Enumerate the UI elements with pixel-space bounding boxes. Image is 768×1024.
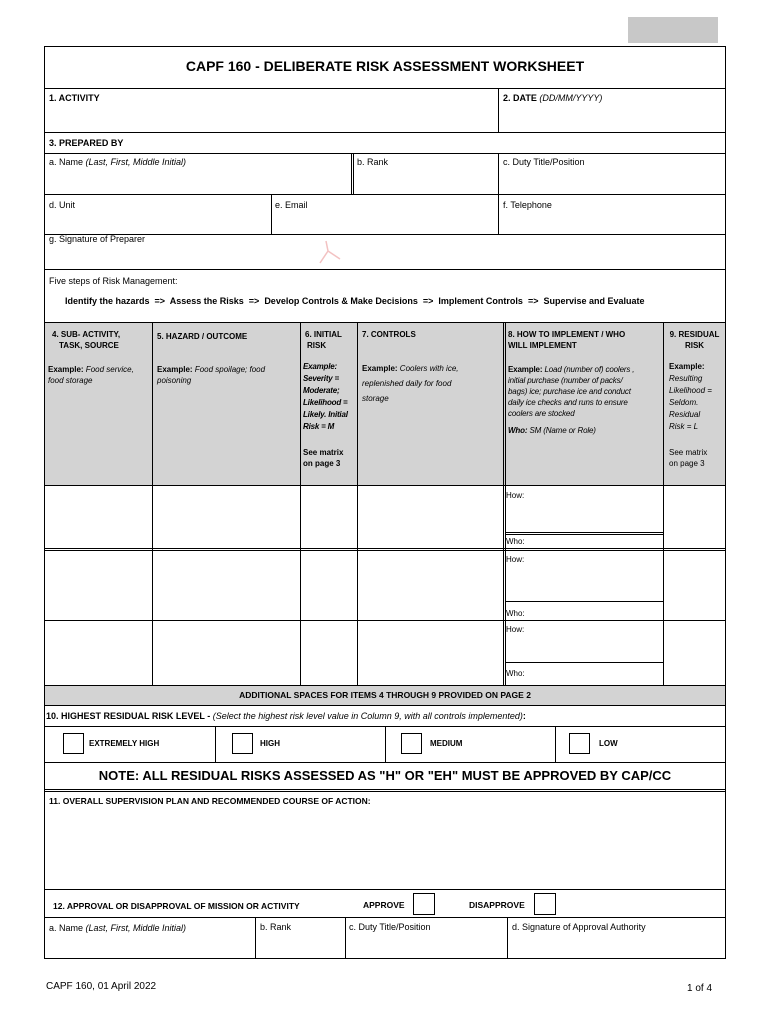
telephone-label: f. Telephone [503,200,552,210]
col6-example: Example: Severity = Moderate; Likelihood = Likely. Initial Risk = M [303,362,348,431]
approver-duty-label: c. Duty Title/Position [349,922,431,932]
col7-header: 7. CONTROLS [362,330,416,339]
rank-label: b. Rank [357,157,389,167]
step-2: Assess the Risks [169,296,244,306]
how-label: How: [506,625,525,634]
footer-form-id: CAPF 160, 01 April 2022 [46,981,157,992]
signature-label: g. Signature of Preparer [49,234,146,244]
medium-label: MEDIUM [430,739,463,748]
who-label: Who: [506,669,525,678]
high-label: HIGH [260,739,280,748]
low-label: LOW [599,739,618,748]
form-title: CAPF 160 - DELIBERATE RISK ASSESSMENT WORKSHEET [185,58,585,74]
table-row[interactable] [45,621,152,685]
duty-title-label: c. Duty Title/Position [503,157,585,167]
col9-header: 9. RESIDUAL RISK [669,330,720,350]
approve-checkbox[interactable] [413,893,435,915]
col5-example: Example: Food spoilage; food poisoning [157,365,266,385]
signature-marker-icon [312,237,344,269]
medium-checkbox[interactable] [401,733,422,754]
date-field[interactable] [500,104,725,132]
approver-rank-label: b. Rank [260,922,292,932]
disapprove-checkbox[interactable] [534,893,556,915]
col6-see-matrix: See matrix on page 3 [303,448,344,468]
extremely-high-label: EXTREMELY HIGH [89,739,160,748]
name-label: a. Name (Last, First, Middle Initial) [49,157,187,167]
footer-page-number: 1 of 4 [687,983,713,994]
top-right-box [628,17,718,43]
col8-header: 8. HOW TO IMPLEMENT / WHO WILL IMPLEMENT [508,330,626,350]
step-4: Implement Controls [438,296,523,306]
who-label: Who: [506,609,525,618]
how-label: How: [506,491,525,500]
col9-see-matrix: See matrix on page 3 [669,448,708,468]
low-checkbox[interactable] [569,733,590,754]
supervision-label: 11. OVERALL SUPERVISION PLAN AND RECOMMENDED COURSE OF ACTION: [49,796,371,806]
table-row[interactable] [45,551,152,620]
supervision-field[interactable] [45,808,725,888]
step-1: Identify the hazards [65,296,150,306]
activity-label: 1. ACTIVITY [49,93,100,103]
who-label: Who: [506,537,525,546]
approval-label: 12. APPROVAL OR DISAPPROVAL OF MISSION OR ACTIVITY [53,901,300,911]
col5-header: 5. HAZARD / OUTCOME [157,332,248,341]
col9-example: Example: Resulting Likelihood = Seldom. Residual Risk = L [669,362,712,431]
approval-note: NOTE: ALL RESIDUAL RISKS ASSESSED AS "H" OR "EH" MUST BE APPROVED BY CAP/CC [98,768,672,783]
highest-residual-label: 10. HIGHEST RESIDUAL RISK LEVEL - (Select the highest risk level value in Column 9, with all controls implemented): [46,711,526,721]
activity-field[interactable] [45,104,497,132]
approver-signature-label: d. Signature of Approval Authority [512,922,646,932]
unit-label: d. Unit [49,200,76,210]
col8-example: Example: Load (number of) coolers , initial purchase (number of packs/ bags) ice; purchase ice and conduct daily ice checks and runs to ensure coolers are stocked Who: SM (Name or Role) [508,365,635,435]
additional-spaces-text: ADDITIONAL SPACES FOR ITEMS 4 THROUGH 9 PROVIDED ON PAGE 2 [239,690,531,700]
steps-intro: Five steps of Risk Management: [49,276,178,286]
approve-label: APPROVE [363,900,405,910]
col7-example: Example: Coolers with ice, replenished daily for food storage [362,364,459,403]
table-row[interactable] [45,486,152,548]
high-checkbox[interactable] [232,733,253,754]
col4-header: 4. SUB- ACTIVITY, TASK, SOURCE [52,330,121,350]
step-5: Supervise and Evaluate [543,296,645,306]
prepared-by-label: 3. PREPARED BY [49,138,124,148]
date-label: 2. DATE (DD/MM/YYYY) [503,93,603,103]
step-3: Develop Controls & Make Decisions [264,296,418,306]
steps-line: Identify the hazards => Assess the Risks => Develop Controls & Make Decisions => Implement Controls => Supervise and Evaluate [65,296,645,306]
col6-header: 6. INITIAL RISK [305,330,342,350]
disapprove-label: DISAPPROVE [469,900,525,910]
email-label: e. Email [275,200,308,210]
col4-example: Example: Food service, food storage [48,365,134,385]
approver-name-label: a. Name (Last, First, Middle Initial) [49,923,187,933]
extremely-high-checkbox[interactable] [63,733,84,754]
how-label: How: [506,555,525,564]
signature-field[interactable] [45,245,725,269]
